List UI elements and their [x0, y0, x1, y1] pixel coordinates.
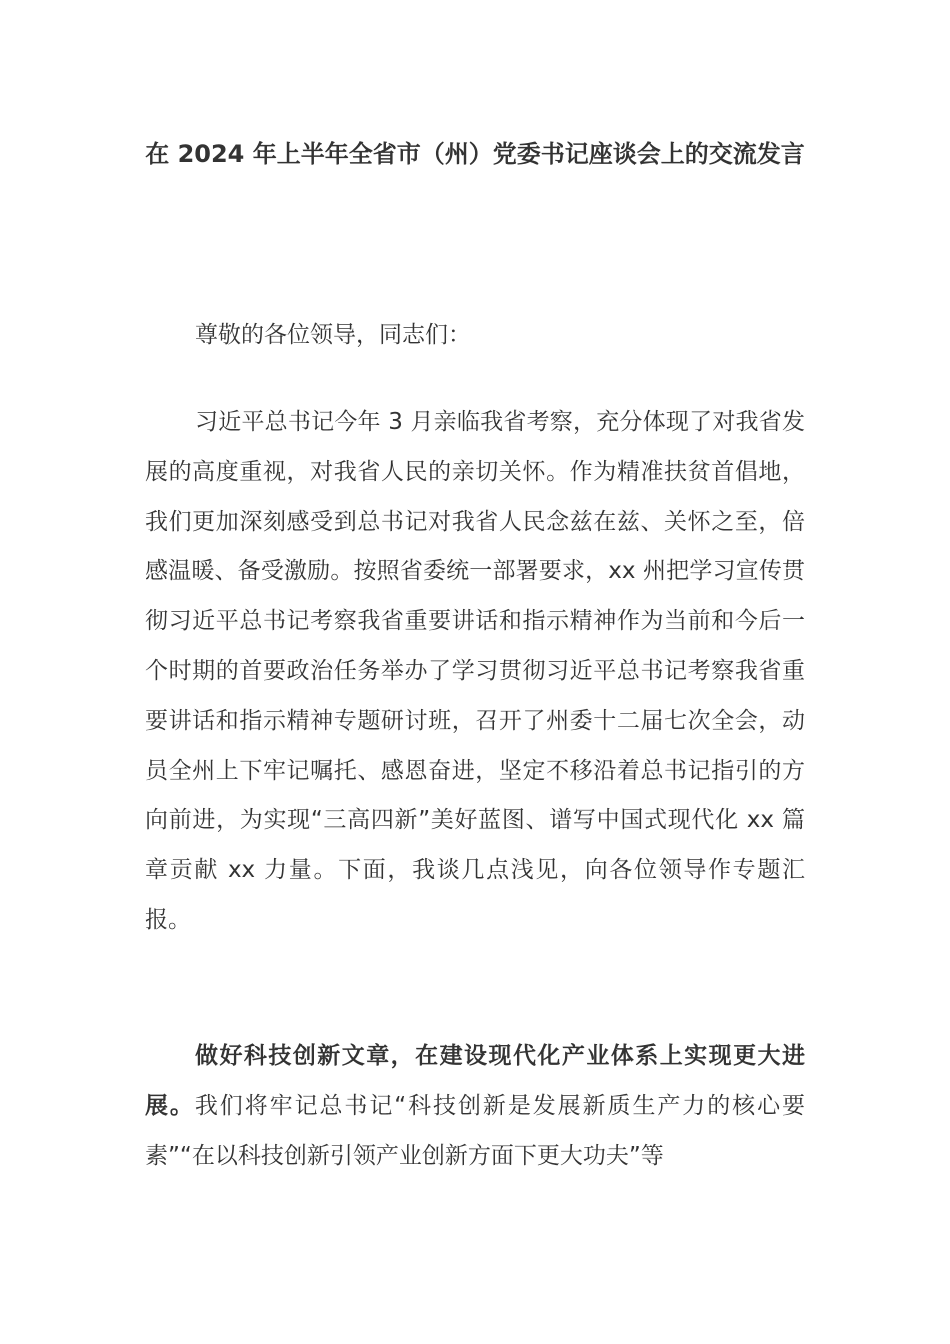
greeting-line: 尊敬的各位领导，同志们： — [195, 322, 471, 348]
paragraph-section-1 — [145, 1032, 805, 1181]
paragraph-intro: 习近平总书记今年 3 月亲临我省考察，充分体现了对我省发展的高度重视，对我省人民的亲切关怀。作为精准扶贫首倡地，我们更加深刻感受到总书记对我省人民念兹在兹、关怀之至，倍感温暖、备受激励。按照省委统一部署要求，xx 州把学习宣传贯彻习近平总书记考察我省重要讲话和指示精神作为当前和今后一个时期的首要政治任务举办了学习贯彻习近平总书记考察我省重要讲话和指示精神专题研讨班，召开了州委十二届七次全会，动员全州上下牢记嘱托、感恩奋进，坚定不移沿着总书记指引的方向前进，为实现“三高四新”美好蓝图、谱写中国式现代化 xx 篇章贡献 xx 力量。下面，我谈几点浅见，向各位领导作专题汇报。 — [145, 409, 805, 933]
section-heading: 做好科技创新文章，在建设现代化产业体系上实现更大进展。 — [145, 1043, 805, 1119]
section-body: 我们将牢记总书记“科技创新是发展新质生产力的核心要素”“在以科技创新引领产业创新方面下更大功夫”等 — [145, 1092, 806, 1169]
document-title: 在 2024 年上半年全省市（州）党委书记座谈会上的交流发言 — [145, 140, 805, 168]
